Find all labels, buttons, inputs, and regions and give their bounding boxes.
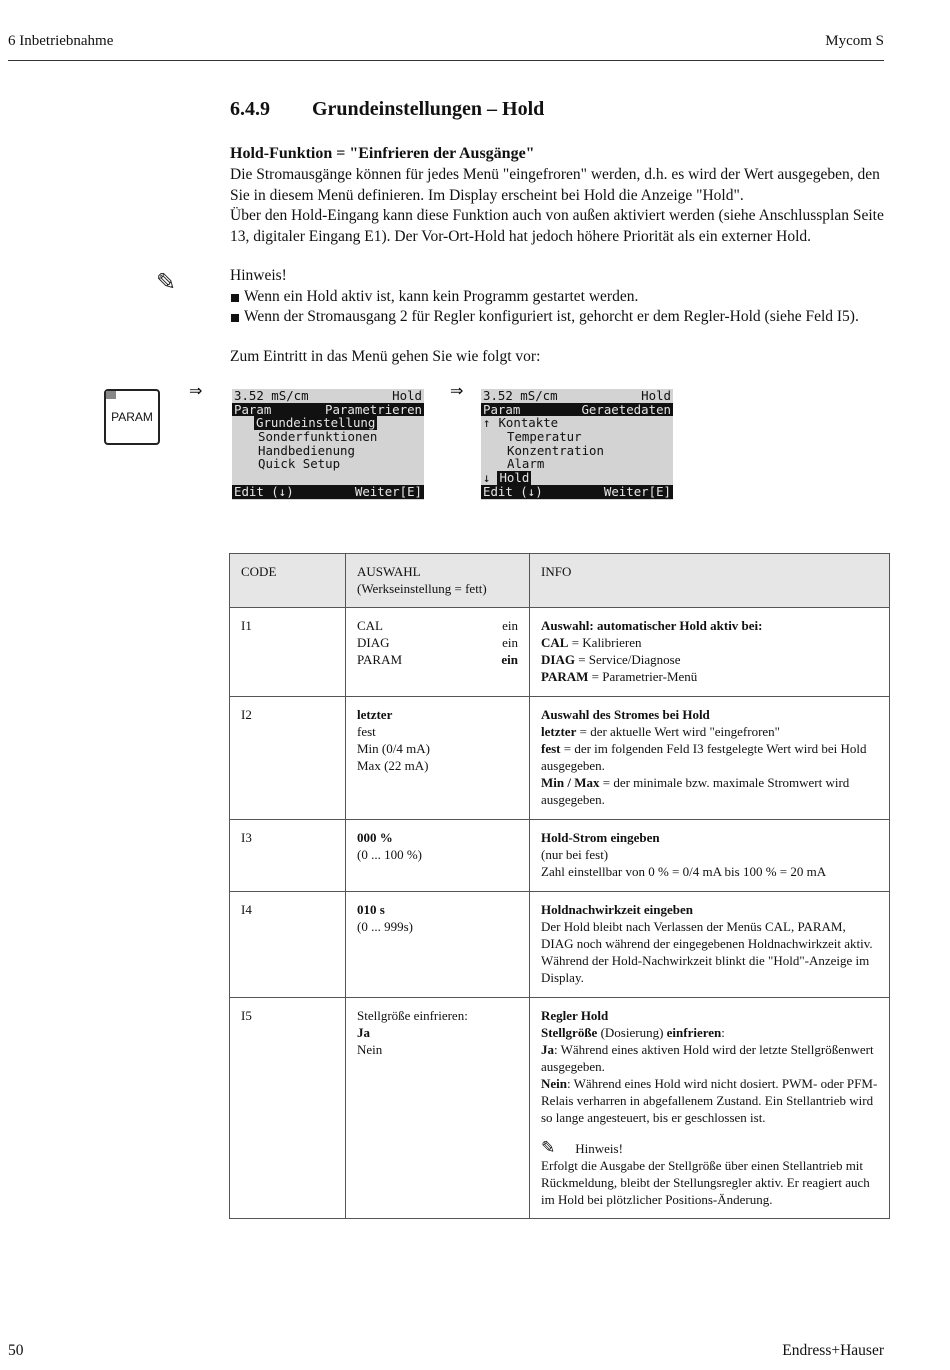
option-value: ein [501,652,518,667]
option: Min (0/4 mA) [357,741,430,756]
table-row [230,892,890,998]
menu-item[interactable]: Konzentration [507,442,604,458]
table-row [230,697,890,820]
menu-item[interactable]: Handbedienung [258,442,355,458]
info-text: = Service/Diagnose [574,652,681,667]
note-title: Hinweis! [230,267,287,284]
column-header-code: CODE [230,554,346,608]
table-row [230,608,890,697]
default-option: 000 % [357,830,393,845]
note [230,266,910,328]
options-cell [346,608,530,697]
info-title: Auswahl des Stromes bei Hold [541,707,710,722]
info-key: Stellgröße [541,1025,598,1040]
note-bullet: Wenn der Stromausgang 2 für Regler konfiguriert ist, gehorcht er dem Regler-Hold (siehe Feld I5). [230,307,910,328]
info-key: fest [541,741,561,756]
column-header-info: INFO [530,554,890,608]
option-range: (0 ... 999s) [357,919,413,934]
scroll-up-icon: ↑ [483,415,491,431]
pencil-icon: ✎ [541,1138,556,1157]
option: fest [357,724,376,739]
options-cell [346,998,530,1219]
menu-bar-right: Parametrieren [325,401,422,417]
hold-function-description [230,165,890,247]
info-key: DIAG [541,652,575,667]
option-label: DIAG [357,635,390,650]
option-label: PARAM [357,652,403,667]
hint-text: Erfolgt die Ausgabe der Stellgröße über einen Stellantrieb mit Rückmeldung, bleibt der Stellungsregler aktiv. Er reagiert auch im Hold bei plötzlicher Positions-Änderung. [541,1158,870,1207]
info-cell [530,892,890,998]
info-text: : Während eines Hold wird nicht dosiert. PWM- oder PFM-Relais verharren in abgefallenem Zustand. Ein Stellantrieb wird so lange angesteuert, bis er geschlossen ist. [541,1076,878,1125]
led-icon [106,391,116,399]
menu-item-selected[interactable]: Hold [499,470,530,486]
info-key: CAL [541,635,569,650]
arrow-right-icon: ⇒ [189,383,203,400]
option-label: Stellgröße einfrieren: [357,1008,468,1023]
header-text: AUSWAHL [357,564,421,579]
info-cell [530,608,890,697]
info-text: : Während eines aktiven Hold wird der letzte Stellgrößenwert ausgegeben. [541,1042,874,1074]
menu-intro: Zum Eintritt in das Menü gehen Sie wie folgt vor: [230,348,541,365]
option: Nein [357,1042,383,1057]
menu-item[interactable]: Quick Setup [258,456,341,472]
code-cell: I4 [230,892,346,998]
info-title: Holdnachwirkzeit eingeben [541,902,694,917]
pencil-icon: ✎ [156,270,177,296]
lcd-display-1 [232,389,424,500]
page-number: 50 [8,1342,24,1359]
info-cell [530,998,890,1219]
menu-bar-right: Geraetedaten [581,401,671,417]
param-key-label: PARAM [111,410,153,424]
info-key: Nein [541,1076,567,1091]
code-cell: I2 [230,697,346,820]
footer-next: Weiter[E] [354,483,422,499]
note-bullet: Wenn ein Hold aktiv ist, kann kein Programm gestartet werden. [230,287,910,308]
info-title: Auswahl: automatischer Hold aktiv bei: [541,618,763,633]
scroll-down-icon: ↓ [483,470,491,486]
paragraph: Die Stromausgänge können für jedes Menü "eingefroren" werden, d.h. es wird der Wert ausgegeben, den Sie in diesem Menü definieren. Im Display erscheint bei Hold die Anzeige "Hold". [230,166,880,204]
info-cell [530,697,890,820]
menu-bar-left: Param [234,401,272,417]
menu-item[interactable]: Sonderfunktionen [258,429,378,445]
option-value: ein [502,635,518,650]
paragraph: Über den Hold-Eingang kann diese Funktion auch von außen aktiviert werden (siehe Anschlussplan Seite 13, digitaler Eingang E1). Der Vor-Ort-Hold hat jedoch höhere Priorität als ein externer Hold. [230,207,884,245]
menu-item[interactable]: Alarm [507,456,545,472]
chapter-header: 6 Inbetriebnahme [8,33,114,49]
lcd-display-2 [481,389,673,500]
footer-edit: Edit (↓) [234,483,294,499]
default-option: Ja [357,1025,370,1040]
code-cell: I3 [230,820,346,892]
info-title: Hold-Strom eingeben [541,830,660,845]
arrow-right-icon: ⇒ [450,383,464,400]
info-key: Ja [541,1042,554,1057]
hold-indicator: Hold [641,389,671,403]
info-text: Der Hold bleibt nach Verlassen der Menüs CAL, PARAM, DIAG noch während der eingegebenen Holdnachwirkzeit aktiv. Während der Hold-Nachwirkzeit blinkt die "Hold"-Anzeige im Display. [541,919,873,985]
options-cell [346,892,530,998]
info-key: einfrieren [666,1025,722,1040]
info-cell [530,820,890,892]
table-row [230,998,890,1219]
option: Max (22 mA) [357,758,429,773]
info-text: = Kalibrieren [568,635,642,650]
hold-settings-table [229,553,890,1219]
menu-item[interactable]: Kontakte [498,415,559,431]
default-option: 010 s [357,902,385,917]
option-value: ein [502,618,518,633]
hold-function-subtitle: Hold-Funktion = "Einfrieren der Ausgänge" [230,145,535,162]
info-key: letzter [541,724,577,739]
header-rule [8,60,884,61]
info-text: = der aktuelle Wert wird "eingefroren" [576,724,780,739]
footer-edit: Edit (↓) [483,483,543,499]
info-text: (Dosierung) [597,1025,667,1040]
hold-indicator: Hold [392,389,422,403]
info-text: = der minimale bzw. maximale Stromwert wird ausgegeben. [541,775,850,807]
table-header-row [230,554,890,608]
info-text: : [721,1025,725,1040]
menu-bar-left: Param [483,401,521,417]
status-value: 3.52 mS/cm [234,389,309,403]
product-header: Mycom S [825,33,884,49]
info-text: (nur bei fest) [541,847,609,862]
code-cell: I5 [230,998,346,1219]
table-row [230,820,890,892]
menu-item[interactable]: Temperatur [507,429,582,445]
options-cell [346,820,530,892]
param-key-button[interactable] [104,389,160,445]
menu-item-selected[interactable]: Grundeinstellung [256,415,376,431]
info-title: Regler Hold [541,1008,609,1023]
info-key: PARAM [541,669,589,684]
header-subtext: (Werkseinstellung = fett) [357,581,487,596]
info-text: Zahl einstellbar von 0 % = 0/4 mA bis 100 % = 20 mA [541,864,827,879]
column-header-auswahl [346,554,530,608]
info-key: Min / Max [541,775,600,790]
option-label: CAL [357,618,383,633]
section-number: 6.4.9 [230,98,270,120]
brand-footer: Endress+Hauser [782,1342,884,1359]
options-cell [346,697,530,820]
section-title-text: Grundeinstellungen – Hold [312,98,545,120]
footer-next: Weiter[E] [603,483,671,499]
status-value: 3.52 mS/cm [483,389,558,403]
code-cell: I1 [230,608,346,697]
default-option: letzter [357,707,393,722]
option-range: (0 ... 100 %) [357,847,422,862]
section-title [230,98,544,121]
info-text: = der im folgenden Feld I3 festgelegte Wert wird bei Hold ausgegeben. [541,741,867,773]
hint-title: Hinweis! [575,1141,623,1156]
info-text: = Parametrier-Menü [588,669,698,684]
